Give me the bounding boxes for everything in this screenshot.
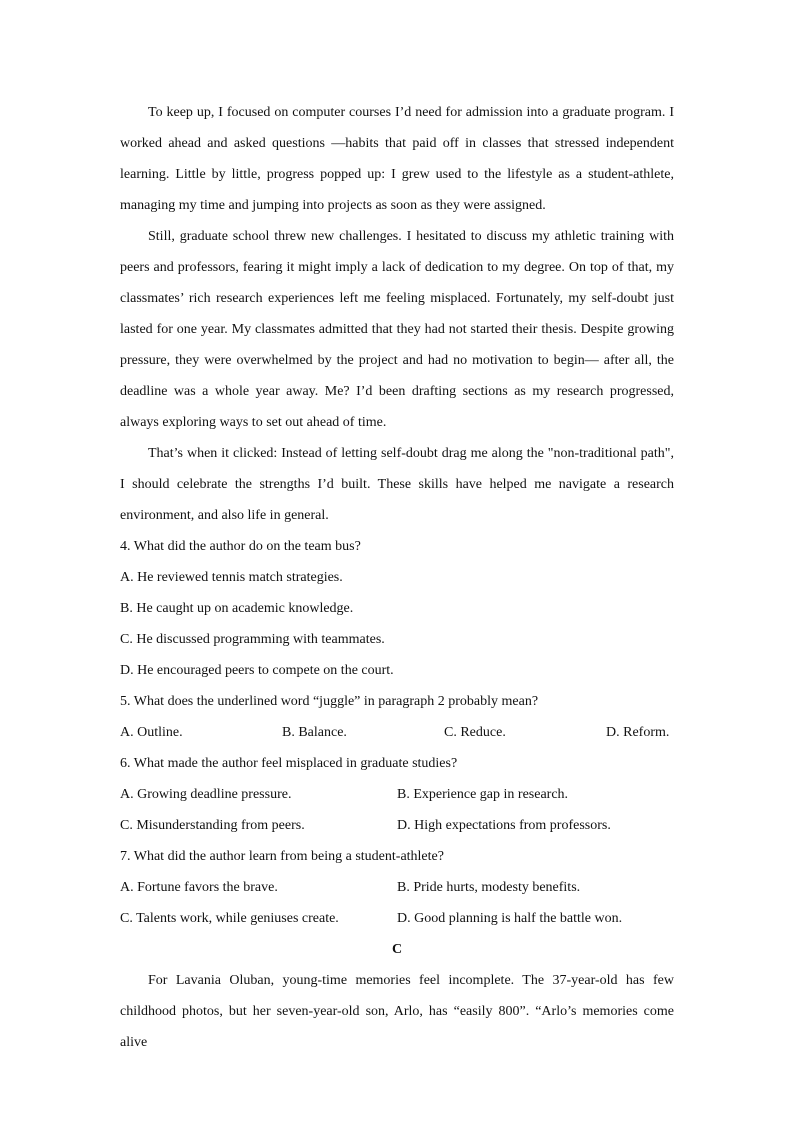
question-7-stem: 7. What did the author learn from being a student-athlete? [120,849,444,864]
question-6-options-row-2 [120,810,674,841]
question-4-option-c: C. He discussed programming with teammates. [120,632,385,647]
passage-c-paragraph-1: For Lavania Oluban, young-time memories feel incomplete. The 37-year-old has few childhood photos, but her seven-year-old son, Arlo, has “easily 800”. “Arlo’s memories come alive [120,973,674,1050]
question-5-options [120,717,674,748]
question-7-option-c: C. Talents work, while geniuses create. [120,911,339,926]
question-7-option-b: B. Pride hurts, modesty benefits. [397,880,581,895]
question-6-option-d: D. High expectations from professors. [397,818,611,833]
question-6-option-b: B. Experience gap in research. [397,787,569,802]
question-5-option-d: D. Reform. [606,725,670,740]
question-4-option-b: B. He caught up on academic knowledge. [120,601,354,616]
question-4-stem: 4. What did the author do on the team bus? [120,539,361,554]
question-7-options-row-2 [120,903,674,934]
question-7-option-a: A. Fortune favors the brave. [120,880,278,895]
question-5-option-c: C. Reduce. [444,725,506,740]
question-7-options-row-1 [120,872,674,903]
passage-c-title: C [391,942,403,957]
question-6-option-a: A. Growing deadline pressure. [120,787,292,802]
document-page [120,97,674,1058]
question-6-options-row-1 [120,779,674,810]
passage-b-paragraph-3: That’s when it clicked: Instead of letting self-doubt drag me along the "non-traditional path", I should celebrate the strengths I’d built. These skills have helped me navigate a research environment, and also life in general. [120,446,674,523]
question-4-option-d: D. He encouraged peers to compete on the court. [120,663,394,678]
question-5-option-b: B. Balance. [282,725,347,740]
question-6-option-c: C. Misunderstanding from peers. [120,818,305,833]
question-4-option-a: A. He reviewed tennis match strategies. [120,570,343,585]
question-5-stem: 5. What does the underlined word “juggle” in paragraph 2 probably mean? [120,694,539,709]
question-5-option-a: A. Outline. [120,725,183,740]
question-6-stem: 6. What made the author feel misplaced in graduate studies? [120,756,458,771]
passage-b-paragraph-2: Still, graduate school threw new challenges. I hesitated to discuss my athletic training with peers and professors, fearing it might imply a lack of dedication to my degree. On top of that, my classmates’ rich research experiences left me feeling misplaced. Fortunately, my self-doubt just lasted for one year. My classmates admitted that they had not started their thesis. Despite growing pressure, they were overwhelmed by the project and had no motivation to begin— after all, the deadline was a whole year away. Me? I’d been drafting sections as my research progressed, always exploring ways to set out ahead of time. [120,229,674,430]
passage-b-paragraph-1: To keep up, I focused on computer courses I’d need for admission into a graduate program. I worked ahead and asked questions —habits that paid off in classes that stressed independent learning. Little by little, progress popped up: I grew used to the lifestyle as a student-athlete, managing my time and jumping into projects as soon as they were assigned. [120,105,674,213]
question-7-option-d: D. Good planning is half the battle won. [397,911,623,926]
